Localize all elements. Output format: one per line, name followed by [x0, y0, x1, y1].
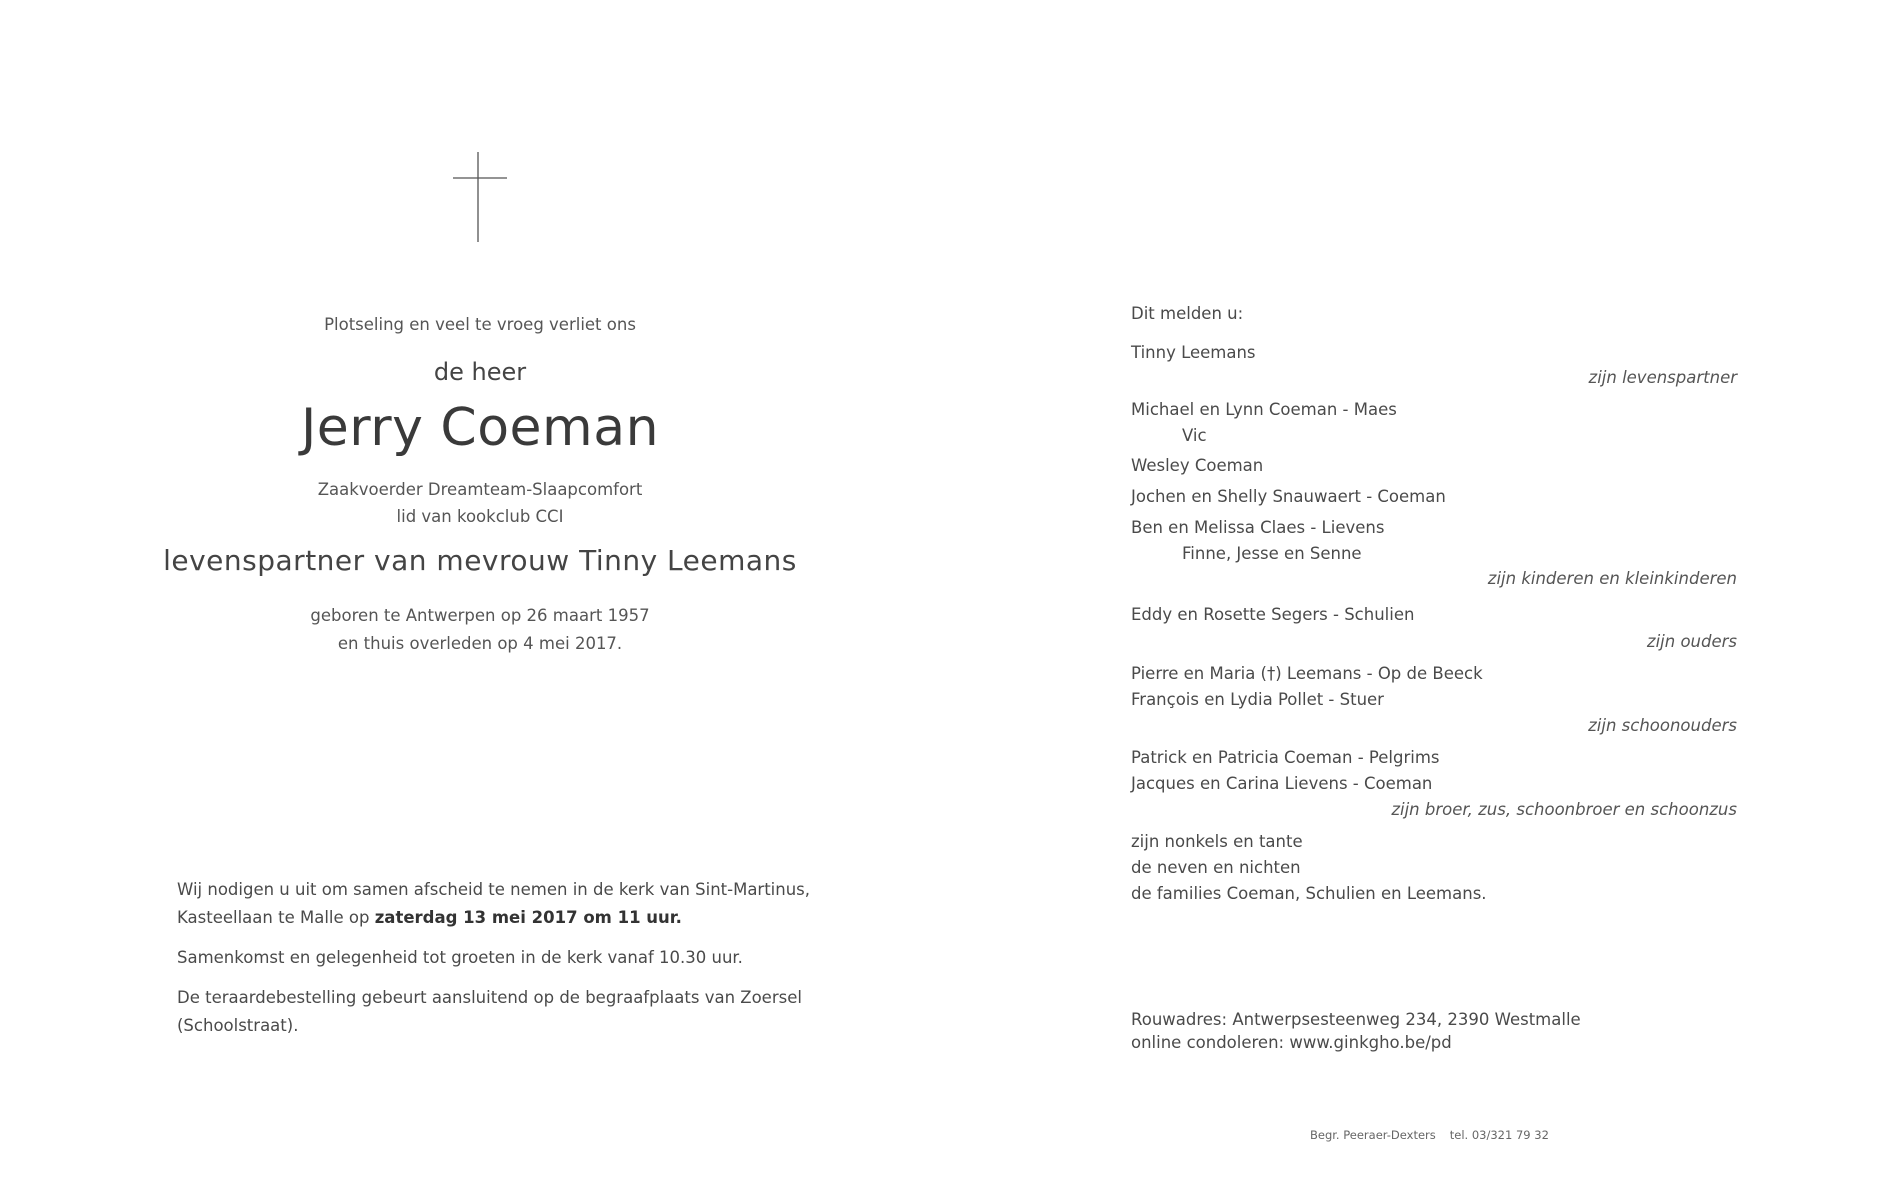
- role-line-2: lid van kookclub CCI: [396, 507, 564, 526]
- cross-icon: [453, 152, 507, 242]
- family-sibling-2: Jacques en Carina Lievens - Coeman: [1131, 774, 1433, 793]
- undertaker-name: Begr. Peeraer-Dexters: [1310, 1128, 1436, 1142]
- family-partner: Tinny Leemans: [1131, 343, 1256, 362]
- relation-siblings: zijn broer, zus, schoonbroer en schoonzus: [1391, 800, 1737, 819]
- role-line-1: Zaakvoerder Dreamteam-Slaapcomfort: [317, 480, 643, 499]
- invitation-line-2-prefix: Kasteellaan te Malle op: [177, 908, 375, 927]
- relation-partner: zijn levenspartner: [1588, 368, 1737, 387]
- relation-parents: zijn ouders: [1646, 632, 1737, 651]
- birth-line: geboren te Antwerpen op 26 maart 1957: [310, 606, 650, 625]
- family-extended-3: de families Coeman, Schulien en Leemans.: [1131, 884, 1487, 903]
- online-condolence: online condoleren: www.ginkgho.be/pd: [1131, 1033, 1452, 1052]
- salutation: de heer: [433, 358, 527, 386]
- burial-paragraph: [177, 984, 817, 1040]
- family-grandchild-1: Vic: [1182, 426, 1207, 445]
- family-inlaw-1: Pierre en Maria (†) Leemans - Op de Beeck: [1131, 664, 1483, 683]
- relation-children: zijn kinderen en kleinkinderen: [1487, 569, 1737, 588]
- family-inlaw-2: François en Lydia Pollet - Stuer: [1131, 690, 1384, 709]
- family-child-2: Wesley Coeman: [1131, 456, 1264, 475]
- family-sibling-1: Patrick en Patricia Coeman - Pelgrims: [1131, 748, 1440, 767]
- family-extended-2: de neven en nichten: [1131, 858, 1301, 877]
- mourning-address: Rouwadres: Antwerpsesteenweg 234, 2390 Westmalle: [1131, 1010, 1581, 1029]
- undertaker-phone: tel. 03/321 79 32: [1449, 1128, 1549, 1142]
- family-extended-1: zijn nonkels en tante: [1131, 832, 1303, 851]
- intro-text: Plotseling en veel te vroeg verliet ons: [324, 315, 636, 334]
- gathering-text: Samenkomst en gelegenheid tot groeten in de kerk vanaf 10.30 uur.: [177, 948, 743, 967]
- family-grandchild-4: Finne, Jesse en Senne: [1182, 544, 1362, 563]
- family-header: Dit melden u:: [1131, 304, 1244, 323]
- family-child-3: Jochen en Shelly Snauwaert - Coeman: [1131, 487, 1446, 506]
- footer: [1310, 1128, 1549, 1142]
- invitation-paragraph: [177, 876, 817, 932]
- invitation-line-2: [177, 904, 817, 932]
- deceased-name: Jerry Coeman: [300, 398, 660, 458]
- invitation-line-1: Wij nodigen u uit om samen afscheid te nemen in de kerk van Sint-Martinus,: [177, 880, 811, 899]
- family-child-4: Ben en Melissa Claes - Lievens: [1131, 518, 1385, 537]
- partner-line: levenspartner van mevrouw Tinny Leemans: [163, 544, 797, 577]
- family-parents: Eddy en Rosette Segers - Schulien: [1131, 605, 1415, 624]
- relation-inlaws: zijn schoonouders: [1588, 716, 1737, 735]
- burial-line-2: (Schoolstraat).: [177, 1016, 299, 1035]
- ceremony-datetime: zaterdag 13 mei 2017 om 11 uur.: [374, 908, 682, 927]
- family-child-1: Michael en Lynn Coeman - Maes: [1131, 400, 1397, 419]
- burial-line-1: De teraardebestelling gebeurt aansluitend op de begraafplaats van Zoersel: [177, 988, 802, 1007]
- death-line: en thuis overleden op 4 mei 2017.: [337, 634, 623, 653]
